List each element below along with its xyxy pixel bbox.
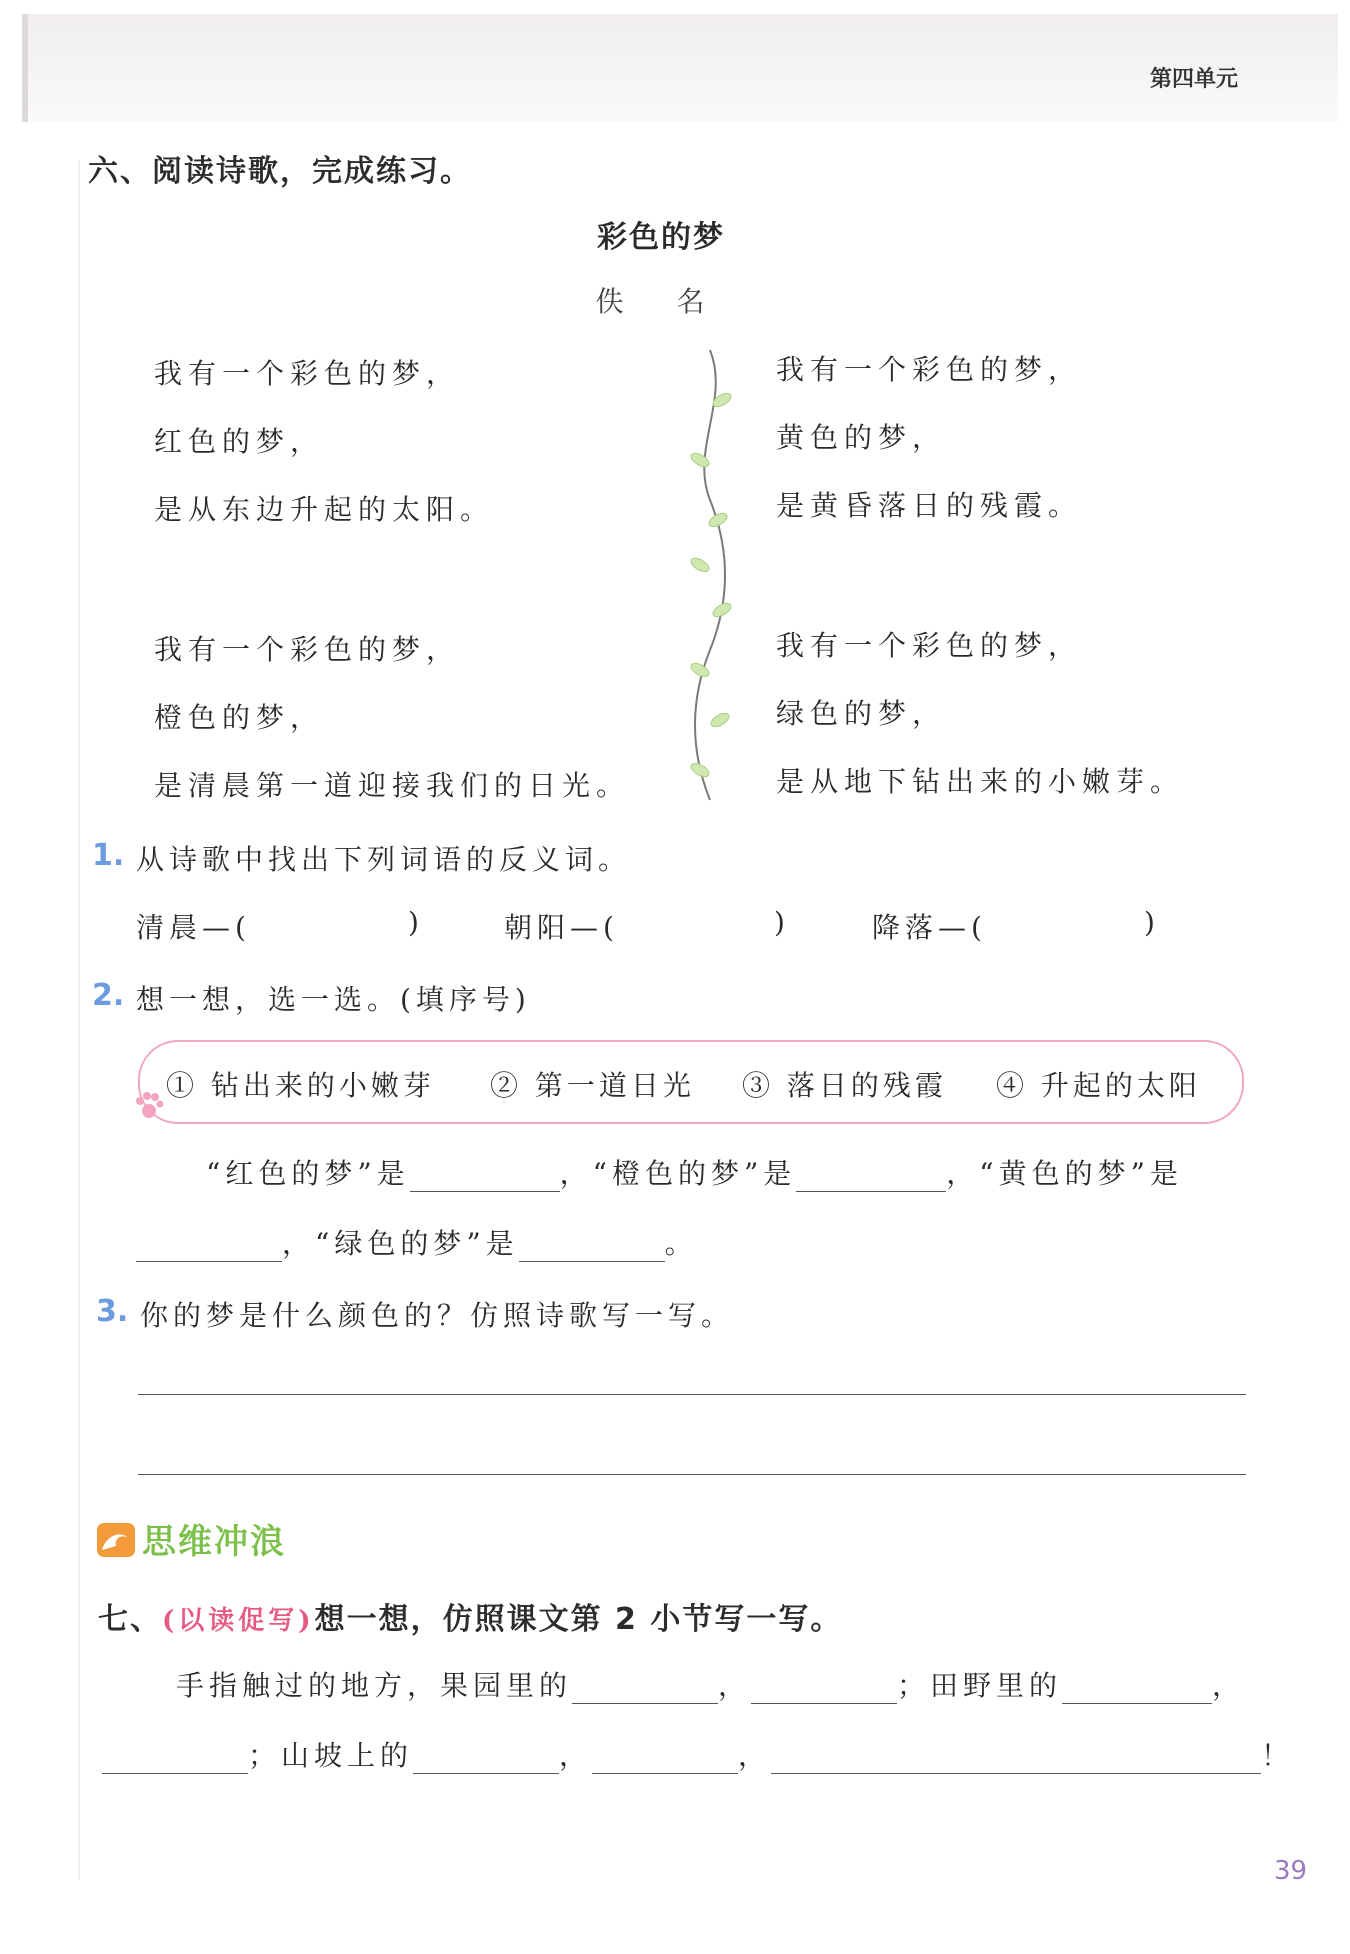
margin-rule xyxy=(78,160,80,1880)
antonym-close: ) xyxy=(408,906,424,939)
antonym-item: 清晨—( xyxy=(136,911,251,944)
poem-left-line: 是从东边升起的太阳。 xyxy=(154,493,495,526)
q2-fill-line-2 xyxy=(136,1222,698,1262)
fill-text: ，“橙色的梦”是 xyxy=(559,1157,797,1190)
thinking-surf-title: 思维冲浪 xyxy=(142,1522,286,1562)
poem-right-line: 我有一个彩色的梦， xyxy=(776,353,1083,386)
question-number: 2. xyxy=(92,978,125,1013)
option-item: ② 第一道日光 xyxy=(490,1069,695,1102)
question-number: 3. xyxy=(96,1294,129,1329)
answer-blank[interactable] xyxy=(519,1231,665,1262)
fill-text: ， xyxy=(718,1669,752,1702)
fill-text: 手指触过的地方，果园里的 xyxy=(176,1669,573,1702)
section-7-heading xyxy=(98,1594,842,1638)
q2-fill-line-1 xyxy=(206,1152,1183,1192)
poem-right-line: 是从地下钻出来的小嫩芽。 xyxy=(776,765,1185,798)
section-7-prefix: 七、 xyxy=(98,1602,162,1637)
writing-line[interactable] xyxy=(138,1394,1246,1395)
answer-blank[interactable] xyxy=(796,1161,946,1192)
answer-blank[interactable] xyxy=(410,1161,560,1192)
poem-left-line: 我有一个彩色的梦， xyxy=(154,357,461,390)
antonym-close: ) xyxy=(1144,906,1160,939)
answer-blank[interactable] xyxy=(751,1673,897,1704)
question-2-text: 想一想，选一选。(填序号) xyxy=(136,983,531,1016)
poem-left-line: 橙色的梦， xyxy=(154,701,325,734)
poem-right-line: 我有一个彩色的梦， xyxy=(776,629,1083,662)
antonym-close: ) xyxy=(774,906,790,939)
answer-blank[interactable] xyxy=(592,1743,738,1774)
question-number: 1. xyxy=(92,838,125,873)
fill-text: “红色的梦”是 xyxy=(206,1157,410,1190)
answer-blank[interactable] xyxy=(572,1673,718,1704)
fill-text: ， xyxy=(1212,1669,1246,1702)
answer-blank[interactable] xyxy=(102,1743,248,1774)
vine-decoration xyxy=(670,340,750,810)
option-item: ① 钻出来的小嫩芽 xyxy=(166,1069,435,1102)
poem-left-line: 红色的梦， xyxy=(154,425,325,458)
answer-blank[interactable] xyxy=(771,1743,1261,1774)
answer-blank[interactable] xyxy=(413,1743,559,1774)
writing-line[interactable] xyxy=(138,1474,1246,1475)
fill-text: ；田野里的 xyxy=(897,1669,1063,1702)
option-item: ③ 落日的残霞 xyxy=(742,1069,947,1102)
poem-right-line: 黄色的梦， xyxy=(776,421,947,454)
header-band xyxy=(22,14,1338,122)
poem-left-line: 是清晨第一道迎接我们的日光。 xyxy=(154,769,631,802)
fill-text: ， xyxy=(559,1739,593,1772)
question-1-text: 从诗歌中找出下列词语的反义词。 xyxy=(136,843,632,876)
section-7-title: 想一想，仿照课文第 2 小节写一写。 xyxy=(314,1602,843,1637)
paw-icon xyxy=(132,1088,166,1122)
poem-right-line: 是黄昏落日的残霞。 xyxy=(776,489,1083,522)
question-3-text: 你的梦是什么颜色的？仿照诗歌写一写。 xyxy=(140,1299,735,1332)
poem-title: 彩色的梦 xyxy=(597,220,725,255)
fill-text: ，“黄色的梦”是 xyxy=(946,1157,1183,1190)
poem-right-line: 绿色的梦， xyxy=(776,697,947,730)
poem-left-line: 我有一个彩色的梦， xyxy=(154,633,461,666)
fill-text: ，“绿色的梦”是 xyxy=(282,1227,519,1260)
fill-text: ！ xyxy=(1261,1739,1295,1772)
fill-text: ， xyxy=(738,1739,772,1772)
answer-blank[interactable] xyxy=(1062,1673,1212,1704)
answer-blank[interactable] xyxy=(136,1231,282,1262)
poem-author: 佚 名 xyxy=(595,285,727,318)
section-7-tag: (以读促写) xyxy=(162,1606,315,1636)
page-number: 39 xyxy=(1274,1856,1308,1886)
antonym-item: 降落—( xyxy=(872,911,987,944)
option-item: ④ 升起的太阳 xyxy=(996,1069,1201,1102)
section-7-fill-line-1 xyxy=(176,1664,1245,1704)
header-divider xyxy=(22,14,28,122)
fill-text: 。 xyxy=(664,1227,698,1260)
wave-icon xyxy=(96,1522,136,1558)
fill-text: ；山坡上的 xyxy=(248,1739,414,1772)
section-6-title: 六、阅读诗歌，完成练习。 xyxy=(88,154,472,189)
unit-label: 第四单元 xyxy=(1149,67,1238,92)
section-7-fill-line-2 xyxy=(102,1734,1294,1774)
antonym-item: 朝阳—( xyxy=(504,911,619,944)
